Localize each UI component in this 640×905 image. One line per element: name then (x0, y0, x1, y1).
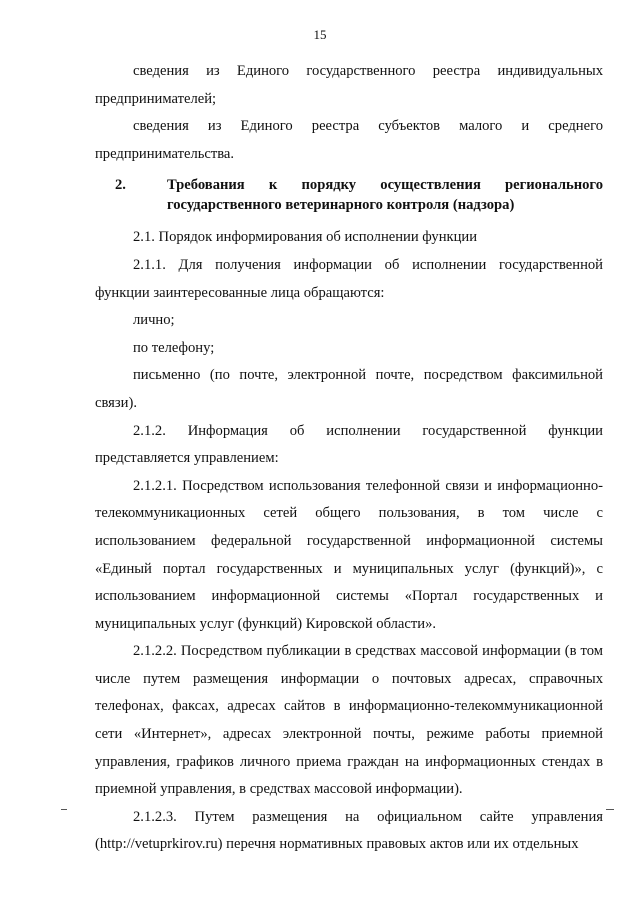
paragraph-2-1-2-1: 2.1.2.1. Посредством использования телефонной связи и информационно-телекоммуникационных сетей общего пользования, в том числе с использованием федеральной государственной информационной системы «Единый портал государственных и муниципальных услуг (функций)», с использованием информационной системы «Портал государственных и муниципальных услуг (функций) Кировской области». (95, 477, 603, 632)
paragraph-2-1-2-2: 2.1.2.2. Посредством публикации в средствах массовой информации (в том числе путем размещения информации о почтовых адресах, справочных телефонах, факсах, адресах сайтов в информационно-телекоммуникационной сети «Интернет», адресах электронной почты, режиме работы приемной управления, графиков личного приема граждан на информационных стендах в приемной управления, в средствах массовой информации). (95, 643, 603, 798)
paragraph-smb-registry: сведения из Единого реестра субъектов малого и среднего предпринимательства. (95, 118, 603, 162)
paragraph-2-1-1: 2.1.1. Для получения информации об исполнении государственной функции заинтересованные лица обращаются: (95, 256, 603, 301)
document-body (95, 58, 603, 859)
page-number: 15 (313, 27, 327, 42)
section-heading-line-1: Требования к порядку осуществления регионального (167, 177, 603, 194)
section-heading-title (167, 175, 603, 215)
section-heading-number: 2. (115, 177, 126, 194)
scan-artifact-right (606, 809, 614, 810)
list-item-in-writing: письменно (по почте, электронной почте, посредством факсимильной связи). (95, 367, 603, 411)
list-item-by-phone: по телефону; (133, 339, 215, 356)
paragraph-2-1-2: 2.1.2. Информация об исполнении государственной функции представляется управлением: (95, 422, 603, 467)
paragraph-2-1-2-3: 2.1.2.3. Путем размещения на официальном сайте управления (http://vetuprkirov.ru) перечня нормативных правовых актов или их отдельных (95, 808, 603, 853)
section-heading-line-2: государственного ветеринарного контроля (надзора) (167, 197, 515, 214)
list-item-in-person: лично; (133, 312, 175, 329)
section-heading (95, 175, 603, 215)
paragraph-egrip: сведения из Единого государственного реестра индивидуальных предпринимателей; (95, 63, 603, 107)
paragraph-2-1: 2.1. Порядок информирования об исполнении функции (133, 229, 478, 246)
scan-artifact-left (61, 809, 67, 810)
